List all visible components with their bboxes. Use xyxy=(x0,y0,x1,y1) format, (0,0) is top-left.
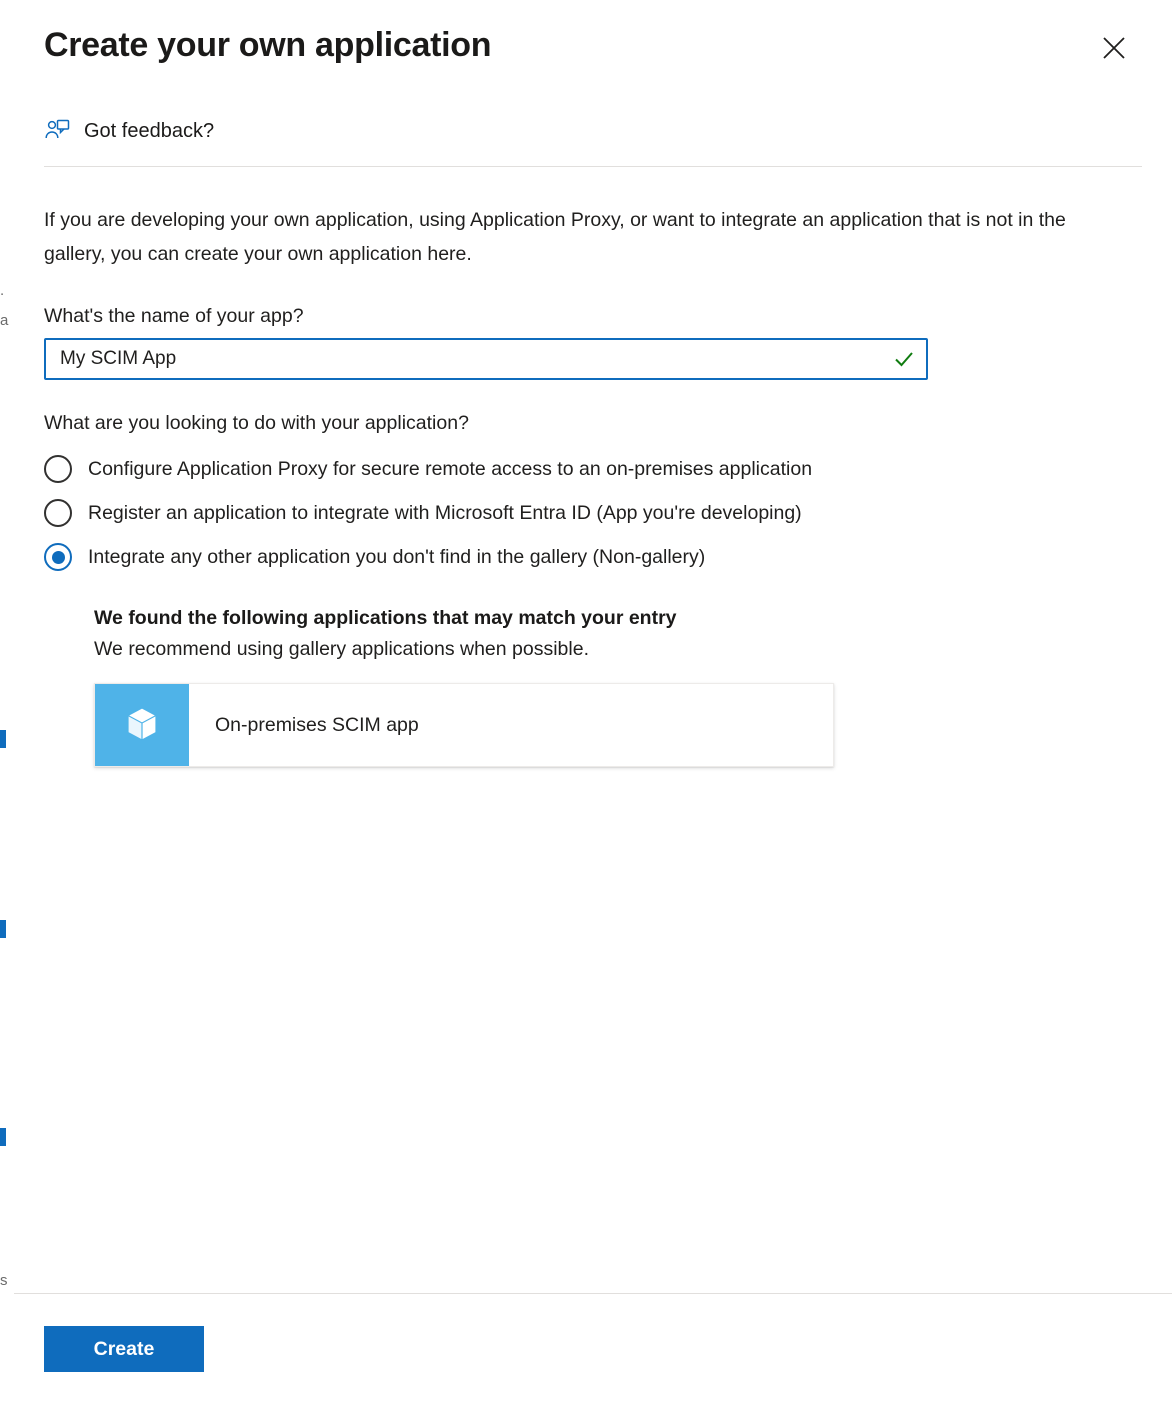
cube-app-icon xyxy=(95,684,189,766)
dialog-header xyxy=(14,0,1172,86)
intro-text: If you are developing your own application, using Application Proxy, or want to integrate an application that is not in the gallery, you can create your own application here. xyxy=(44,209,1066,265)
radio-button-register-app[interactable] xyxy=(44,499,72,527)
app-name-field-wrapper xyxy=(44,338,928,380)
page-title: Create your own application xyxy=(44,26,492,64)
radio-label-non-gallery: Integrate any other application you don't find in the gallery (Non-gallery) xyxy=(88,545,706,568)
app-name-input[interactable] xyxy=(44,338,928,380)
background-accent-bar-3 xyxy=(0,1128,6,1146)
matching-apps-subtitle: We recommend using gallery applications when possible. xyxy=(94,638,589,660)
app-name-label: What's the name of your app? xyxy=(44,305,304,327)
dialog-footer xyxy=(14,1293,1172,1426)
background-accent-bar-2 xyxy=(0,920,6,938)
radio-label-app-proxy: Configure Application Proxy for secure remote access to an on-premises application xyxy=(88,457,813,480)
background-text-fragment-1: . xyxy=(0,282,5,299)
header-divider xyxy=(44,166,1142,167)
matching-apps-title: We found the following applications that may match your entry xyxy=(94,607,677,629)
close-icon[interactable] xyxy=(1094,28,1134,68)
list-item[interactable] xyxy=(94,683,834,767)
purpose-question: What are you looking to do with your application? xyxy=(44,412,469,434)
create-button[interactable]: Create xyxy=(44,1326,204,1372)
dialog-content xyxy=(14,203,1172,767)
radio-option-register-app[interactable] xyxy=(44,491,1142,535)
background-text-fragment-2: a xyxy=(0,312,9,329)
feedback-link[interactable] xyxy=(14,86,1172,148)
purpose-radio-group xyxy=(44,447,1142,579)
radio-label-register-app: Register an application to integrate with Microsoft Entra ID (App you're developing) xyxy=(88,501,802,524)
background-accent-bar-1 xyxy=(0,730,6,748)
feedback-label: Got feedback? xyxy=(84,119,215,142)
radio-option-non-gallery[interactable] xyxy=(44,535,1142,579)
radio-button-app-proxy[interactable] xyxy=(44,455,72,483)
feedback-person-icon xyxy=(44,118,70,144)
matching-app-name: On-premises SCIM app xyxy=(215,713,419,736)
create-application-dialog xyxy=(14,0,1172,1426)
matching-apps-section xyxy=(94,607,1142,767)
radio-option-app-proxy[interactable] xyxy=(44,447,1142,491)
radio-button-non-gallery[interactable] xyxy=(44,543,72,571)
background-text-fragment-3: s xyxy=(0,1272,8,1289)
